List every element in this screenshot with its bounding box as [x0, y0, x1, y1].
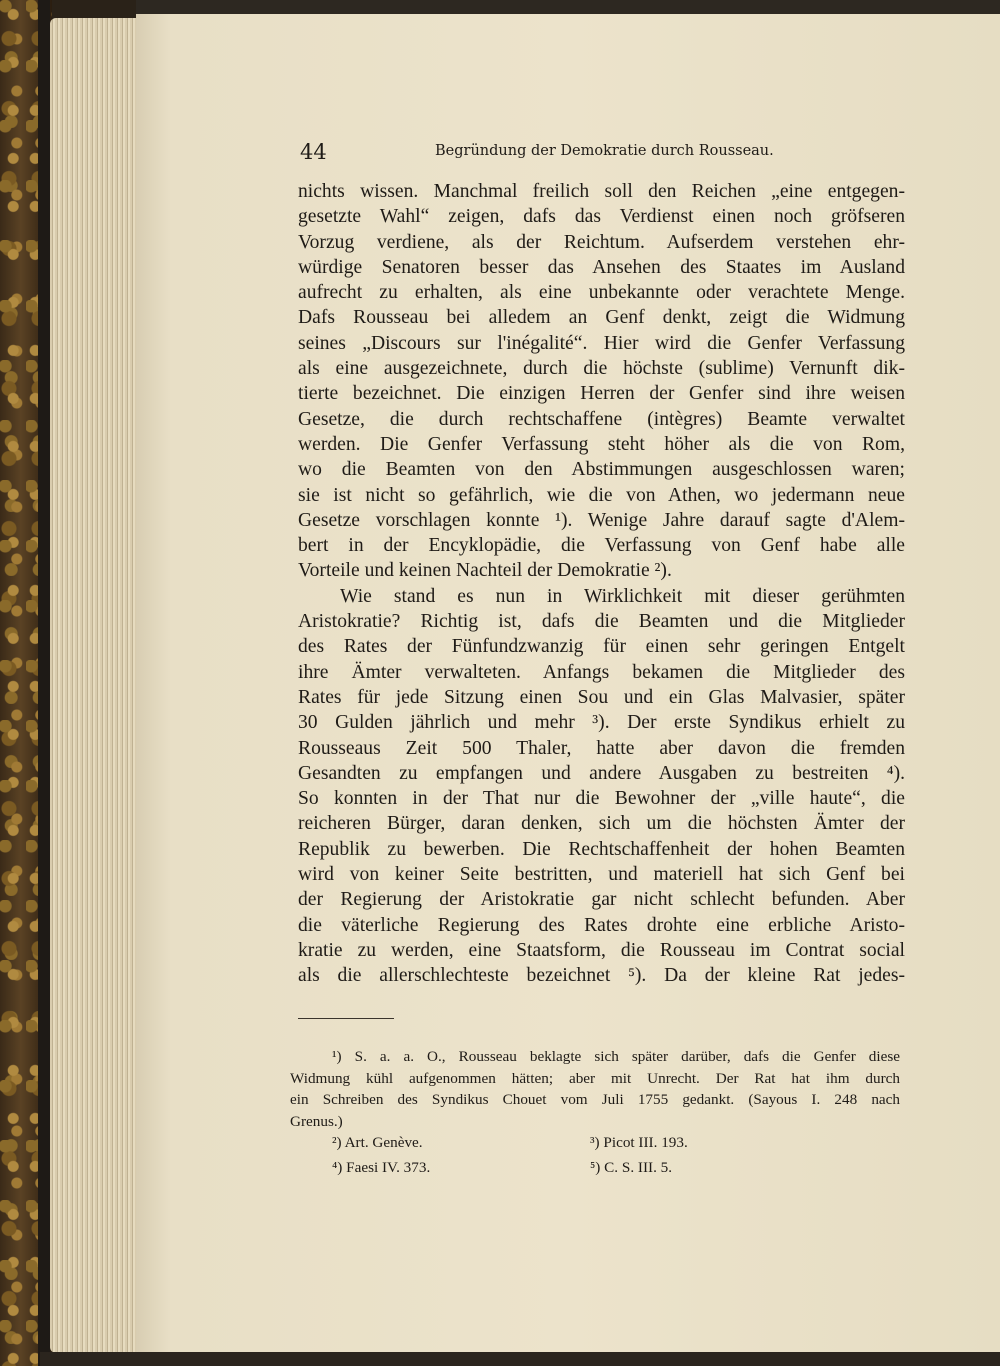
binding-edge — [38, 0, 50, 1366]
paragraph-start-line: Wie stand es nun in Wirklichkeit mit dieser gerühmten — [340, 585, 905, 607]
body-line: Dafs Rousseau bei alledem an Genf denkt, zeigt die Widmung — [298, 307, 905, 329]
running-title: Begründung der Demokratie durch Rousseau. — [435, 143, 774, 159]
page-number: 44 — [300, 140, 327, 164]
body-line: tierte bezeichnet. Die einzigen Herren der Genfer sind ihre weisen — [298, 383, 905, 405]
body-line: Vorzug verdiene, als der Reichtum. Aufserdem verstehen ehr- — [298, 231, 905, 253]
page-header — [300, 140, 910, 168]
body-line: nichts wissen. Manchmal freilich soll den Reichen „eine entgegen- — [298, 181, 905, 202]
footnote-4: ⁴) Faesi IV. 373. — [332, 1159, 431, 1176]
body-line: Aristokratie? Richtig ist, dafs die Beamten und die Mitglieder — [298, 611, 905, 633]
body-line: sie ist nicht so gefährlich, wie die von Athen, wo jedermann neue — [298, 484, 905, 506]
body-line: aufrecht zu erhalten, als eine unbekannte oder verachtete Menge. — [298, 282, 905, 304]
body-line: werden. Die Genfer Verfassung steht höher als die von Rom, — [298, 433, 905, 455]
footnote-1-line: ¹) S. a. a. O., Rousseau beklagte sich später darüber, dafs die Genfer diese — [332, 1048, 900, 1065]
bottom-shadow — [40, 1352, 1000, 1366]
footnote-1-line: Widmung kühl aufgenommen hätten; aber mit Unrecht. Der Rat hat ihm durch — [290, 1069, 900, 1087]
body-line: ihre Ämter verwalteten. Anfangs bekamen die Mitglieder des — [298, 661, 905, 683]
body-line: Republik zu bewerben. Die Rechtschaffenheit der hohen Beamten — [298, 838, 905, 860]
body-line: seines „Discours sur l'inégalité“. Hier wird die Genfer Verfassung — [298, 332, 905, 354]
body-line: würdige Senatoren besser das Ansehen des Staates im Ausland — [298, 256, 905, 278]
body-line: wo die Beamten von den Abstimmungen ausgeschlossen waren; — [298, 459, 905, 481]
body-line: gesetzte Wahl“ zeigen, dafs das Verdienst einen noch gröfseren — [298, 206, 905, 228]
body-line: reicheren Bürger, daran denken, sich um die höchsten Ämter der — [298, 813, 905, 835]
footnote-3: ³) Picot III. 193. — [590, 1134, 688, 1151]
body-line: Gesetze, die durch rechtschaffene (intègres) Beamte verwaltet — [298, 408, 905, 430]
paragraph-end-line: Vorteile und keinen Nachteil der Demokratie ²). — [298, 560, 672, 582]
footnotes — [290, 1046, 900, 1182]
footnote-row — [290, 1157, 900, 1182]
body-line: als eine ausgezeichnete, durch die höchste (sublime) Vernunft dik- — [298, 358, 905, 380]
footnote-rule — [298, 1018, 394, 1019]
body-line: als die allerschlechteste bezeichnet ⁵). Da der kleine Rat jedes- — [298, 965, 905, 987]
footnote-row — [290, 1132, 900, 1157]
page-edges — [50, 18, 138, 1353]
body-line: die väterliche Regierung des Rates drohte eine erbliche Aristo- — [298, 914, 905, 936]
footnote-1-line: ein Schreiben des Syndikus Chouet vom Juli 1755 gedankt. (Sayous I. 248 nach — [290, 1091, 900, 1108]
body-line: des Rates der Fünfundzwanzig für einen sehr geringen Entgelt — [298, 636, 905, 658]
body-line: Gesandten zu empfangen und andere Ausgaben zu bestreiten ⁴). — [298, 762, 905, 784]
body-line: wird von keiner Seite bestritten, und materiell hat sich Genf bei — [298, 864, 905, 886]
footnote-2: ²) Art. Genève. — [332, 1134, 423, 1151]
footnote-1-line: Grenus.) — [290, 1112, 343, 1130]
body-line: Gesetze vorschlagen konnte ¹). Wenige Jahre darauf sagte d'Alem- — [298, 509, 905, 531]
body-line: Rates für jede Sitzung einen Sou und ein Glas Malvasier, später — [298, 686, 905, 708]
body-line: kratie zu werden, eine Staatsform, die Rousseau im Contrat social — [298, 939, 905, 961]
body-line: 30 Gulden jährlich und mehr ³). Der erste Syndikus erhielt zu — [298, 712, 905, 734]
body-text — [298, 179, 905, 989]
body-line: der Regierung der Aristokratie gar nicht schlecht befunden. Aber — [298, 889, 905, 911]
body-line: So konnten in der That nur die Bewohner der „ville haute“, die — [298, 788, 905, 810]
body-line: Rousseaus Zeit 500 Thaler, hatte aber davon die fremden — [298, 737, 905, 759]
body-line: bert in der Encyklopädie, die Verfassung von Genf habe alle — [298, 535, 905, 557]
footnote-5: ⁵) C. S. III. 5. — [590, 1159, 673, 1176]
